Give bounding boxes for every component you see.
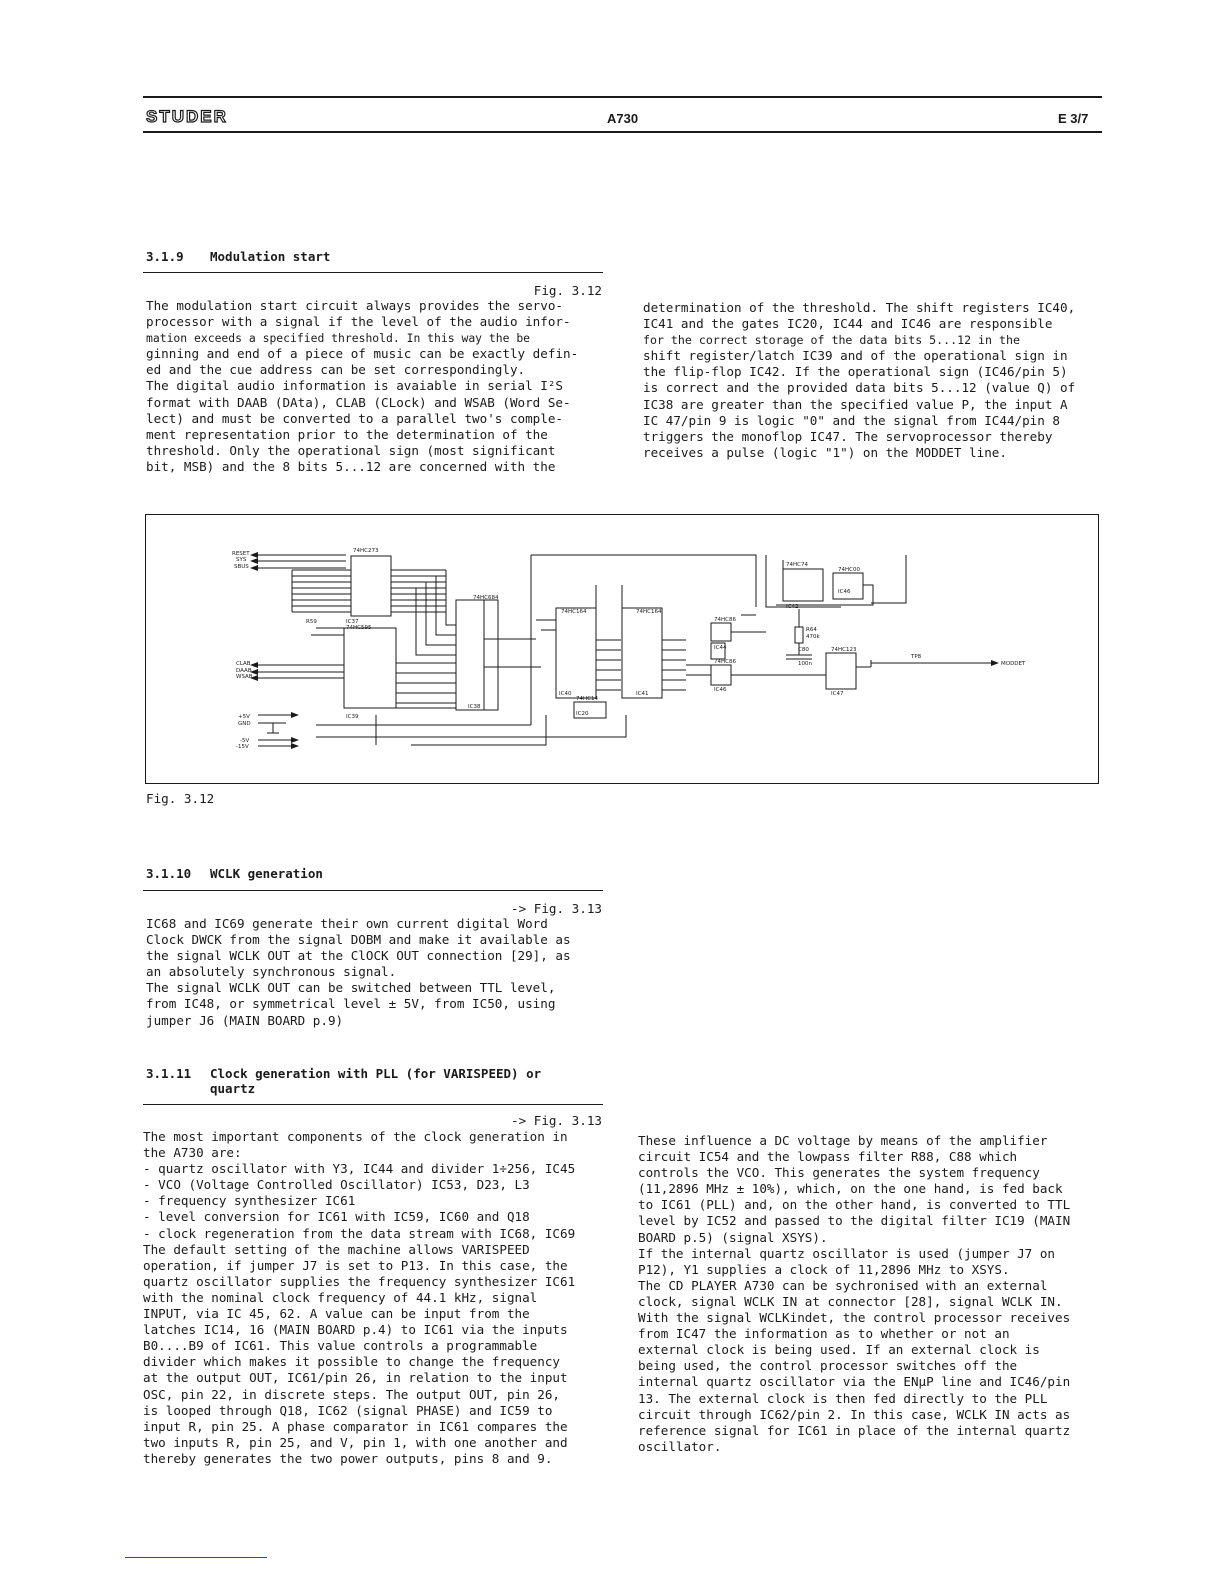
text-line: IC 47/pin 9 is logic "0" and the signal from IC44/pin 8	[643, 412, 1061, 428]
text-line: mation exceeds a specified threshold. In this way the be	[146, 331, 531, 346]
text-line: IC68 and IC69 generate their own current digital Word	[146, 916, 548, 931]
text-line: bit, MSB) and the 8 bits 5...12 are concerned with the	[146, 458, 556, 474]
label-ic37: IC37	[346, 619, 359, 625]
label-ic38-type: 74HC684	[473, 595, 499, 601]
label-ic44: IC44	[714, 645, 727, 651]
text-line: oscillator.	[638, 1438, 722, 1454]
section-title: WCLK generation	[210, 866, 323, 881]
studer-logo: STUDER	[146, 107, 228, 126]
text-line: thereby generates the two power outputs, pins 8 and 9.	[143, 1450, 553, 1466]
text-line: If the internal quartz oscillator is used (jumper J7 on	[638, 1245, 1056, 1261]
figure-caption: Fig. 3.12	[146, 791, 215, 806]
label-ic46b-type: 74HC00	[838, 567, 860, 573]
text-line: The CD PLAYER A730 can be sychronised with an external	[638, 1277, 1048, 1293]
section-319-right-column	[643, 300, 1075, 461]
section-heading-3111	[146, 1066, 541, 1081]
text-line: processor with a signal if the level of the audio infor-	[146, 314, 571, 330]
text-line: - VCO (Voltage Controlled Oscillator) IC53, D23, L3	[143, 1177, 530, 1193]
text-line: 13. The external clock is then fed directly to the PLL	[638, 1390, 1048, 1406]
text-line: - clock regeneration from the data stream with IC68, IC69	[143, 1225, 576, 1241]
text-line: IC41 and the gates IC20, IC44 and IC46 are responsible	[643, 316, 1053, 332]
section-rule	[143, 272, 603, 273]
section-3110-body	[146, 916, 571, 1029]
text-line: These influence a DC voltage by means of the amplifier	[638, 1133, 1048, 1148]
label-r59: R59	[306, 619, 317, 625]
header-page-number: E 3/7	[1058, 111, 1089, 126]
text-line: With the signal WCLKindet, the control processor receives	[638, 1310, 1071, 1326]
text-line: - frequency synthesizer IC61	[143, 1193, 356, 1209]
schematic-figure	[145, 514, 1099, 784]
text-line: BOARD p.5) (signal XSYS).	[638, 1229, 828, 1245]
text-line: operation, if jumper J7 is set to P13. In this case, the	[143, 1257, 568, 1273]
text-line: for the correct storage of the data bits 5...12 in the	[643, 333, 1020, 348]
label-plus5v: +5V	[238, 714, 250, 720]
label-ic20-type: 74HC14	[576, 696, 598, 702]
text-line: is correct and the provided data bits 5...12 (value Q) of	[643, 380, 1076, 396]
section-heading-319	[146, 249, 330, 264]
text-line: being used, the control processor switches off the	[638, 1358, 1018, 1374]
label-ic41: IC41	[636, 691, 649, 697]
text-line: internal quartz oscillator via the ENµP line and IC46/pin	[638, 1374, 1071, 1390]
label-gnd: GND	[238, 721, 251, 727]
label-minus5v: -5V	[240, 738, 250, 744]
header-bottom-rule	[143, 131, 1102, 133]
text-line: ment representation prior to the determination of the	[146, 426, 548, 442]
section-heading-3110	[146, 866, 323, 881]
text-line: (11,2896 MHz ± 10%), which, on the one hand, is fed back	[638, 1181, 1063, 1197]
label-clab: CLAB	[236, 661, 251, 667]
label-sbus: SBUS	[234, 564, 249, 570]
label-ic40: IC40	[559, 691, 572, 697]
text-line: triggers the monoflop IC47. The servoprocessor thereby	[643, 428, 1053, 444]
text-line: latches IC14, 16 (MAIN BOARD p.4) to IC61 via the inputs	[143, 1322, 568, 1338]
text-line: the flip-flop IC42. If the operational sign (IC46/pin 5)	[643, 364, 1068, 380]
section-number: 3.1.10	[146, 866, 192, 881]
text-line: INPUT, via IC 45, 62. A value can be input from the	[143, 1306, 530, 1322]
text-line: - level conversion for IC61 with IC59, IC60 and Q18	[143, 1209, 530, 1225]
label-ic39: IC39	[346, 714, 359, 720]
text-line: is looped through Q18, IC62 (signal PHASE) and IC59 to	[143, 1402, 553, 1418]
label-ic41-type: 74HC164	[636, 609, 662, 615]
section-3111-left-column	[143, 1129, 575, 1467]
text-line: external clock is being used. If an external clock is	[638, 1342, 1040, 1358]
section-title: Modulation start	[210, 249, 331, 264]
label-ic40-type: 74HC164	[561, 609, 587, 615]
text-line: threshold. Only the operational sign (most significant	[146, 442, 556, 458]
text-line: to IC61 (PLL) and, on the other hand, is converted to TTL	[638, 1197, 1071, 1213]
section-3111-right-column	[638, 1133, 1070, 1455]
label-moddet: MODDET	[1001, 661, 1026, 667]
label-daab: DAAB	[236, 668, 252, 674]
label-minus15v: -15V	[236, 744, 249, 750]
label-ic42-type: 74HC74	[786, 562, 808, 568]
text-line: an absolutely synchronous signal.	[146, 964, 397, 980]
text-line: P12), Y1 supplies a clock of 11,2896 MHz to XSYS.	[638, 1261, 1010, 1277]
figure-reference: -> Fig. 3.13	[511, 1113, 602, 1128]
text-line: level by IC52 and passed to the digital filter IC19 (MAIN	[638, 1213, 1071, 1229]
text-line: format with DAAB (DAta), CLAB (CLock) and WSAB (Word Se-	[146, 394, 571, 410]
text-line: The most important components of the clock generation in	[143, 1129, 568, 1144]
text-line: the signal WCLK OUT at the ClOCK OUT connection [29], as	[146, 948, 571, 964]
label-ic20: IC20	[576, 711, 589, 717]
label-tp8: TP8	[911, 654, 922, 660]
text-line: reference signal for IC61 in place of the internal quartz	[638, 1422, 1071, 1438]
footer-link-underline[interactable]	[125, 1556, 267, 1558]
label-r64-value: 470k	[806, 634, 820, 640]
text-line: two inputs R, pin 25, and V, pin 1, with one another and	[143, 1434, 568, 1450]
text-line: Clock DWCK from the signal DOBM and make it available as	[146, 932, 571, 948]
text-line: IC38 are greater than the specified value P, the input A	[643, 396, 1068, 412]
label-c80-value: 100n	[798, 661, 812, 667]
label-c80: C80	[798, 647, 809, 653]
label-reset: RESET	[232, 551, 250, 557]
label-ic38: IC38	[468, 704, 481, 710]
section-title-line-2: quartz	[210, 1081, 256, 1096]
header-model: A730	[607, 111, 639, 126]
section-319-left-column	[146, 298, 578, 475]
text-line: ed and the cue address can be set correspondingly.	[146, 362, 526, 378]
section-number: 3.1.9	[146, 249, 184, 264]
text-line: - quartz oscillator with Y3, IC44 and divider 1÷256, IC45	[143, 1161, 576, 1177]
figure-reference: -> Fig. 3.13	[511, 901, 602, 916]
text-line: determination of the threshold. The shift registers IC40,	[643, 300, 1076, 315]
text-line: receives a pulse (logic "1") on the MODDET line.	[643, 444, 1007, 460]
label-ic46: IC46	[714, 687, 727, 693]
text-line: lect) and must be converted to a parallel two's comple-	[146, 410, 564, 426]
section-rule	[143, 890, 603, 891]
text-line: with the nominal clock frequency of 44.1 kHz, signal	[143, 1289, 538, 1305]
text-line: The digital audio information is avaiable in serial I²S	[146, 378, 564, 394]
text-line: OSC, pin 22, in discrete steps. The output OUT, pin 26,	[143, 1386, 561, 1402]
text-line: circuit IC54 and the lowpass filter R88, C88 which	[638, 1149, 1018, 1165]
text-line: divider which makes it possible to change the frequency	[143, 1354, 561, 1370]
label-ic44-type: 74HC86	[714, 617, 736, 623]
text-line: at the output OUT, IC61/pin 26, in relation to the input	[143, 1370, 568, 1386]
label-r64: R64	[806, 627, 817, 633]
text-line: jumper J6 (MAIN BOARD p.9)	[146, 1012, 344, 1028]
text-line: B0....B9 of IC61. This value controls a programmable	[143, 1338, 538, 1354]
section-number: 3.1.11	[146, 1066, 192, 1081]
text-line: clock, signal WCLK IN at connector [28], signal WCLK IN.	[638, 1293, 1063, 1309]
text-line: controls the VCO. This generates the system frequency	[638, 1165, 1040, 1181]
section-rule	[143, 1104, 603, 1105]
text-line: The modulation start circuit always provides the servo-	[146, 298, 564, 313]
label-wsab: WSAB	[236, 674, 253, 680]
label-ic37-type: 74HC273	[353, 548, 379, 554]
text-line: The default setting of the machine allows VARISPEED	[143, 1241, 530, 1257]
label-ic47: IC47	[831, 691, 844, 697]
text-line: circuit through IC62/pin 2. In this case, WCLK IN acts as	[638, 1406, 1071, 1422]
text-line: from IC47 the information as to whether or not an	[638, 1326, 1010, 1342]
text-line: from IC48, or symmetrical level ± 5V, from IC50, using	[146, 996, 556, 1012]
label-ic46-type: 74HC86	[714, 659, 736, 665]
text-line: The signal WCLK OUT can be switched between TTL level,	[146, 980, 556, 996]
header-top-rule	[143, 96, 1102, 98]
text-line: ginning and end of a piece of music can be exactly defin-	[146, 346, 579, 362]
figure-reference: Fig. 3.12	[533, 283, 602, 298]
text-line: the A730 are:	[143, 1145, 242, 1161]
text-line: shift register/latch IC39 and of the operational sign in	[643, 348, 1068, 364]
label-ic39-type: 74HC595	[346, 625, 372, 631]
label-sys: SYS	[236, 557, 247, 563]
label-ic46b: IC46	[838, 589, 851, 595]
text-line: input R, pin 25. A phase comparator in IC61 compares the	[143, 1418, 568, 1434]
label-ic47-type: 74HC123	[831, 647, 857, 653]
text-line: quartz oscillator supplies the frequency synthesizer IC61	[143, 1273, 576, 1289]
schematic-diagram	[146, 515, 1098, 783]
label-ic42: IC42	[786, 604, 799, 610]
section-title-line-1: Clock generation with PLL (for VARISPEED) or	[210, 1066, 542, 1081]
